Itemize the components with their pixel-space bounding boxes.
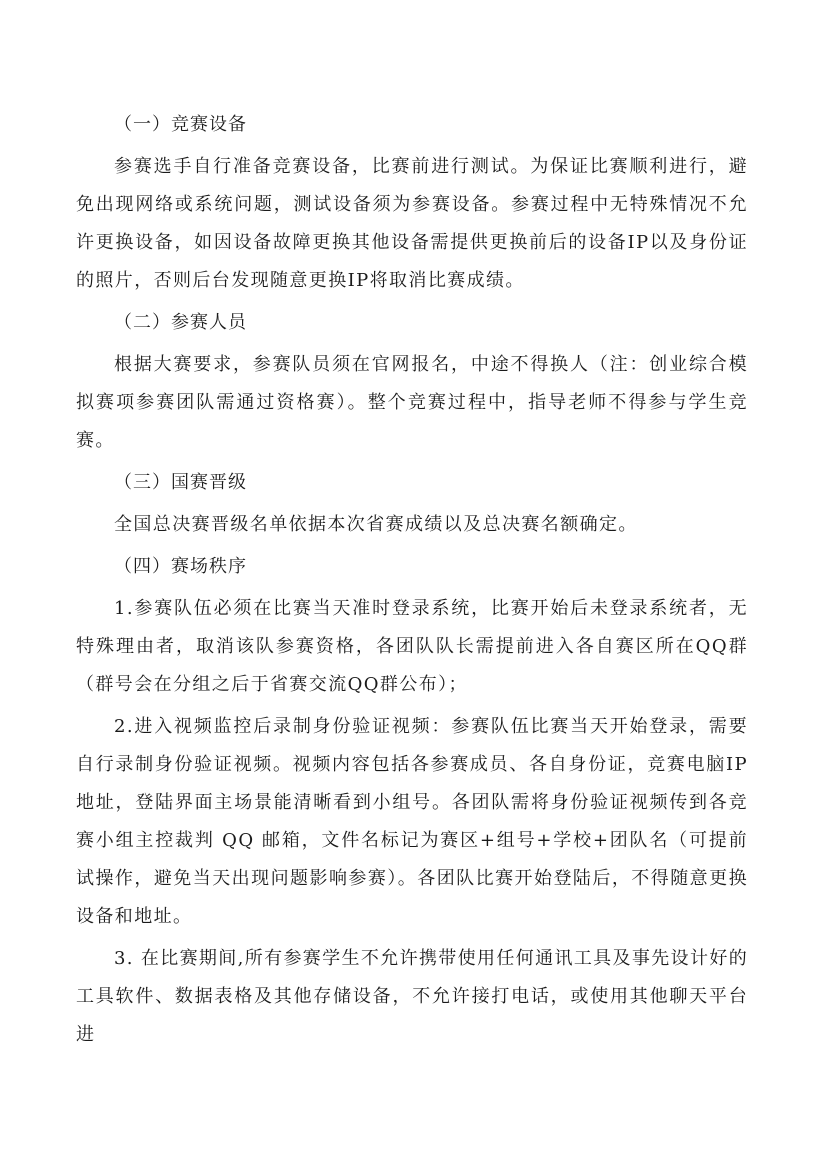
paragraph-venue-order-1: 1.参赛队伍必须在比赛当天准时登录系统，比赛开始后未登录系统者，无特殊理由者，取消该队参赛资格，各团队队长需提前进入各自赛区所在QQ群（群号会在分组之后于省赛交流QQ群公布）；	[76, 598, 748, 695]
paragraph-venue-order-2: 2.进入视频监控后录制身份验证视频：参赛队伍比赛当天开始登录，需要自行录制身份验证视频。视频内容包括各参赛成员、各自身份证，竞赛电脑IP地址，登陆界面主场景能清晰看到小组号。各团队需将身份验证视频传到各竞赛小组主控裁判 QQ 邮箱，文件名标记为赛区+组号+学校+团队名（可提前试操作，避免当天出现问题影响参赛）。各团队比赛开始登陆后，不得随意更换设备和地址。	[76, 716, 748, 927]
paragraph-participants: 根据大赛要求，参赛队员须在官网报名，中途不得换人（注：创业综合模拟赛项参赛团队需通过资格赛）。整个竞赛过程中，指导老师不得参与学生竞赛。	[76, 354, 748, 451]
section-heading-equipment: （一）竞赛设备	[114, 114, 247, 135]
paragraph-equipment: 参赛选手自行准备竞赛设备，比赛前进行测试。为保证比赛顺利进行，避免出现网络或系统问题，测试设备须为参赛设备。参赛过程中无特殊情况不允许更换设备，如因设备故障更换其他设备需提供更换前后的设备IP以及身份证的照片，否则后台发现随意更换IP将取消比赛成绩。	[76, 156, 748, 291]
section-heading-venue-order: （四）赛场秩序	[114, 556, 247, 577]
paragraph-national-promotion: 全国总决赛晋级名单依据本次省赛成绩以及总决赛名额确定。	[114, 514, 638, 535]
paragraph-venue-order-3: 3. 在比赛期间,所有参赛学生不允许携带使用任何通讯工具及事先设计好的工具软件、数据表格及其他存储设备，不允许接打电话，或使用其他聊天平台进	[76, 948, 748, 1045]
section-heading-participants: （二）参赛人员	[114, 312, 247, 333]
section-heading-national-promotion: （三）国赛晋级	[114, 472, 247, 493]
